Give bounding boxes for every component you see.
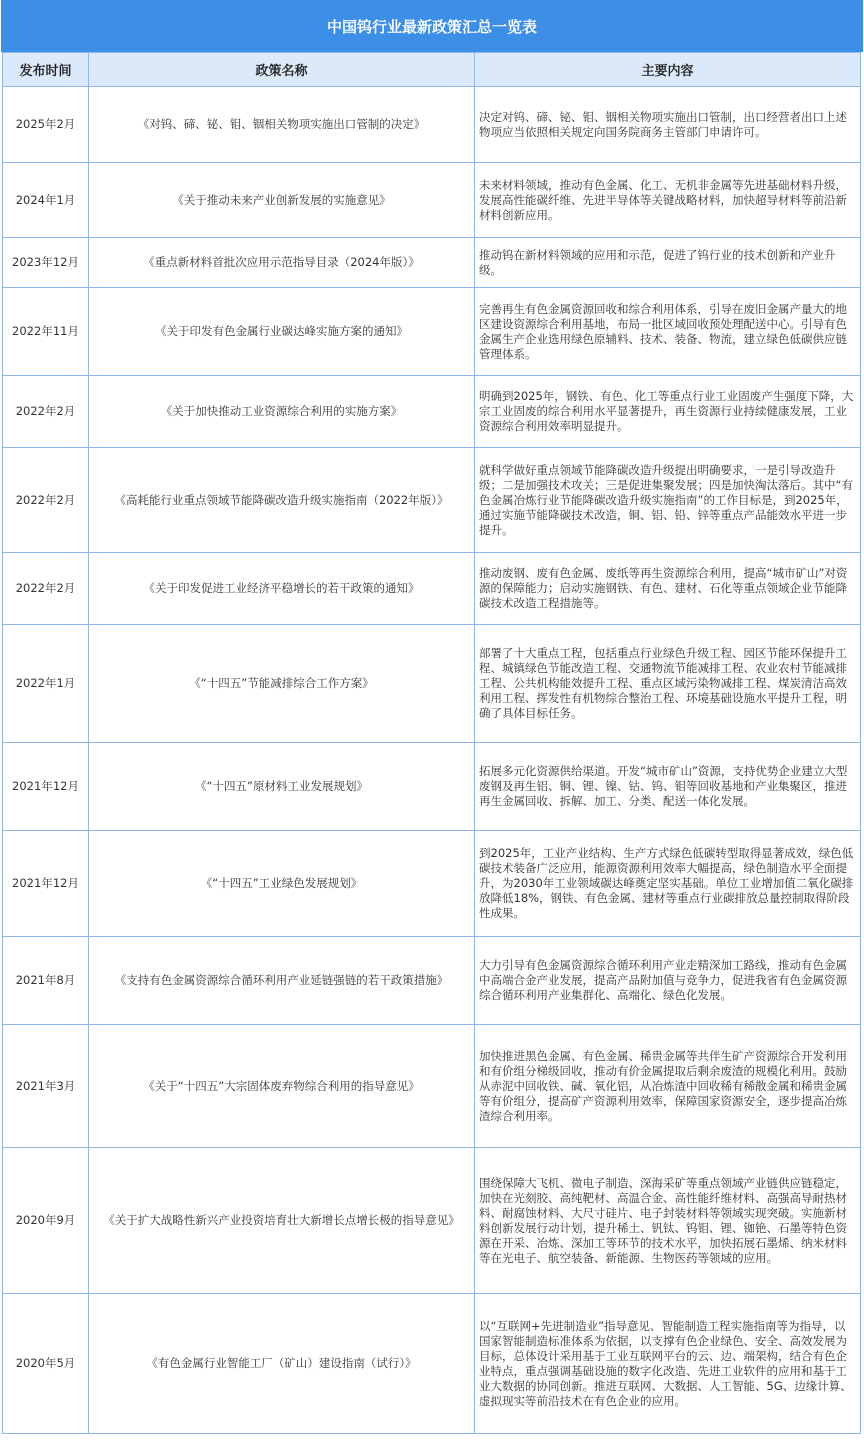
- table-row: [3, 743, 861, 831]
- table-row: [3, 238, 861, 288]
- policy-table: [2, 52, 861, 1434]
- content-cell: 明确到2025年，钢铁、有色、化工等重点行业工业固废产生强度下降，大宗工业固废的综合利用水平显著提升，再生资源行业持续健康发展，工业资源综合利用效率明显提升。: [475, 376, 861, 448]
- policy-name-cell: 《关于印发促进工业经济平稳增长的若干政策的通知》: [89, 553, 475, 625]
- content-cell: 推动废钢、废有色金属、废纸等再生资源综合利用，提高“城市矿山”对资源的保障能力；启动实施钢铁、有色、建材、石化等重点领域企业节能降碳技术改造工程措施等。: [475, 553, 861, 625]
- content-cell: 加快推进黑色金属、有色金属、稀贵金属等共伴生矿产资源综合开发利用和有价组分梯级回收，推动有价金属提取后剩余废渣的规模化利用。鼓励从赤泥中回收铁、碱、氧化铝，从冶炼渣中回收稀有稀散金属和稀贵金属等有价组分，提高矿产资源利用效率，保障国家资源安全，逐步提高冶炼渣综合利用率。: [475, 1025, 861, 1148]
- header-policy-name: 政策名称: [89, 53, 475, 87]
- date-cell: 2024年1月: [3, 163, 89, 238]
- policy-name-cell: 《“十四五”节能减排综合工作方案》: [89, 625, 475, 743]
- content-cell: 推动钨在新材料领域的应用和示范，促进了钨行业的技术创新和产业升级。: [475, 238, 861, 288]
- header-row: [3, 53, 861, 87]
- table-title: 中国钨行业最新政策汇总一览表: [1, 0, 863, 52]
- content-cell: 未来材料领域，推动有色金属、化工、无机非金属等先进基础材料升级，发展高性能碳纤维、先进半导体等关键战略材料，加快超导材料等前沿新材料创新应用。: [475, 163, 861, 238]
- content-cell: 围绕保障大飞机、微电子制造、深海采矿等重点领域产业链供应链稳定，加快在光刻胶、高纯靶材、高温合金、高性能纤维材料、高强高导耐热材料、耐腐蚀材料、大尺寸硅片、电子封装材料等领域实现突破。实施新材料创新发展行动计划，提升稀土、钒钛、钨钼、锂、铷铯、石墨等特色资源在开采、冶炼、深加工等环节的技术水平，加快拓展石墨烯、纳米材料等在光电子、航空装备、新能源、生物医药等领域的应用。: [475, 1148, 861, 1294]
- table-row: [3, 288, 861, 376]
- content-cell: 完善再生有色金属资源回收和综合利用体系，引导在废旧金属产量大的地区建设资源综合利用基地，布局一批区域回收预处理配送中心。引导有色金属生产企业选用绿色原辅料、技术、装备、物流，建立绿色低碳供应链管理体系。: [475, 288, 861, 376]
- table-row: [3, 1294, 861, 1434]
- table-row: [3, 163, 861, 238]
- date-cell: 2025年2月: [3, 87, 89, 163]
- policy-name-cell: 《“十四五”原材料工业发展规划》: [89, 743, 475, 831]
- date-cell: 2023年12月: [3, 238, 89, 288]
- content-cell: 以“互联网+先进制造业”指导意见、智能制造工程实施指南等为指导，以国家智能制造标准体系为依据，以支撑有色企业绿色、安全、高效发展为目标，总体设计采用基于工业互联网平台的云、边、端架构，结合有色企业特点，重点强调基础设施的数字化改造、先进工业软件的应用和基于工业大数据的协同创新。推进互联网、大数据、人工智能、5G、边缘计算、虚拟现实等前沿技术在有色企业的应用。: [475, 1294, 861, 1434]
- date-cell: 2020年9月: [3, 1148, 89, 1294]
- policy-name-cell: 《关于“十四五”大宗固体废弃物综合利用的指导意见》: [89, 1025, 475, 1148]
- content-cell: 决定对钨、碲、铋、钼、铟相关物项实施出口管制，出口经营者出口上述物项应当依照相关规定向国务院商务主管部门申请许可。: [475, 87, 861, 163]
- date-cell: 2021年12月: [3, 743, 89, 831]
- content-cell: 到2025年，工业产业结构、生产方式绿色低碳转型取得显著成效，绿色低碳技术装备广泛应用，能源资源利用效率大幅提高，绿色制造水平全面提升，为2030年工业领域碳达峰奠定坚实基础。单位工业增加值二氧化碳排放降低18%，钢铁、有色金属、建材等重点行业碳排放总量控制取得阶段性成果。: [475, 831, 861, 937]
- content-cell: 就科学做好重点领域节能降碳改造升级提出明确要求，一是引导改造升级；二是加强技术攻关；三是促进集聚发展；四是加快淘汰落后。其中“有色金属冶炼行业节能降碳改造升级实施指南”的工作目标是，到2025年，通过实施节能降碳技术改造，铜、铝、铅、锌等重点产品能效水平进一步提升。: [475, 448, 861, 553]
- policy-name-cell: 《关于扩大战略性新兴产业投资培育壮大新增长点增长极的指导意见》: [89, 1148, 475, 1294]
- content-cell: 拓展多元化资源供给渠道。开发“城市矿山”资源，支持优势企业建立大型废钢及再生铝、铜、锂、镍、钴、钨、钼等回收基地和产业集聚区，推进再生金属回收、拆解、加工、分类、配送一体化发展。: [475, 743, 861, 831]
- table-row: [3, 553, 861, 625]
- table-row: [3, 87, 861, 163]
- date-cell: 2021年3月: [3, 1025, 89, 1148]
- content-cell: 大力引导有色金属资源综合循环利用产业走精深加工路线，推动有色金属中高端合金产业发展，提高产品附加值与竞争力，促进我省有色金属资源综合循环利用产业集群化、高端化、绿色化发展。: [475, 937, 861, 1025]
- table-row: [3, 448, 861, 553]
- date-cell: 2022年2月: [3, 376, 89, 448]
- table-row: [3, 937, 861, 1025]
- policy-name-cell: 《关于加快推动工业资源综合利用的实施方案》: [89, 376, 475, 448]
- date-cell: 2020年5月: [3, 1294, 89, 1434]
- table-row: [3, 1025, 861, 1148]
- table-row: [3, 376, 861, 448]
- policy-name-cell: 《关于印发有色金属行业碳达峰实施方案的通知》: [89, 288, 475, 376]
- date-cell: 2022年2月: [3, 448, 89, 553]
- policy-name-cell: 《支持有色金属资源综合循环利用产业延链强链的若干政策措施》: [89, 937, 475, 1025]
- table-row: [3, 831, 861, 937]
- table-row: [3, 1148, 861, 1294]
- header-content: 主要内容: [475, 53, 861, 87]
- content-cell: 部署了十大重点工程，包括重点行业绿色升级工程、园区节能环保提升工程、城镇绿色节能改造工程、交通物流节能减排工程、农业农村节能减排工程、公共机构能效提升工程、重点区域污染物减排工程、煤炭清洁高效利用工程、挥发性有机物综合整治工程、环境基础设施水平提升工程，明确了具体目标任务。: [475, 625, 861, 743]
- header-date: 发布时间: [3, 53, 89, 87]
- policy-name-cell: 《“十四五”工业绿色发展规划》: [89, 831, 475, 937]
- policy-name-cell: 《有色金属行业智能工厂（矿山）建设指南（试行）》: [89, 1294, 475, 1434]
- date-cell: 2022年11月: [3, 288, 89, 376]
- policy-name-cell: 《高耗能行业重点领域节能降碳改造升级实施指南（2022年版）》: [89, 448, 475, 553]
- date-cell: 2021年8月: [3, 937, 89, 1025]
- table-row: [3, 625, 861, 743]
- policy-name-cell: 《重点新材料首批次应用示范指导目录（2024年版）》: [89, 238, 475, 288]
- policy-name-cell: 《关于推动未来产业创新发展的实施意见》: [89, 163, 475, 238]
- date-cell: 2022年1月: [3, 625, 89, 743]
- policy-name-cell: 《对钨、碲、铋、钼、铟相关物项实施出口管制的决定》: [89, 87, 475, 163]
- date-cell: 2022年2月: [3, 553, 89, 625]
- date-cell: 2021年12月: [3, 831, 89, 937]
